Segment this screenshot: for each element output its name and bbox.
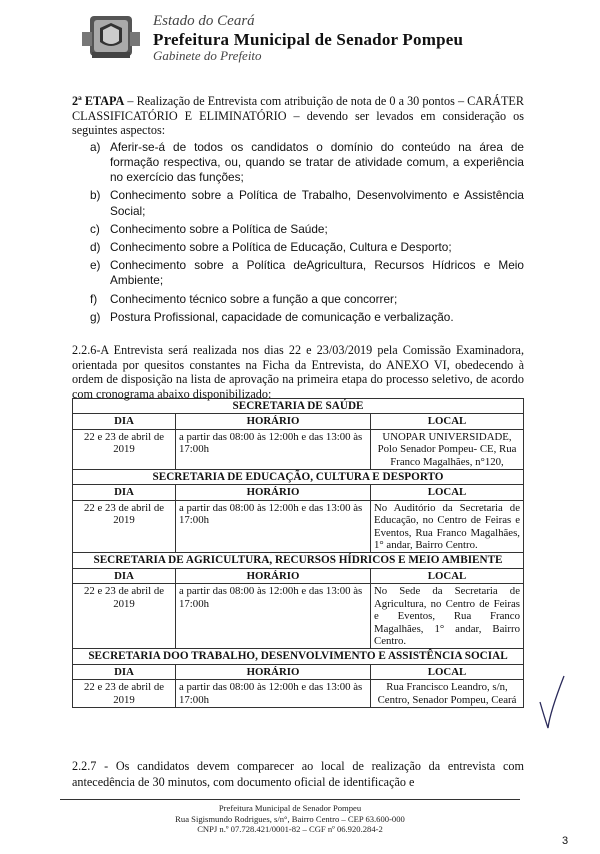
- table-row: [73, 680, 524, 708]
- section-title-saude: SECRETARIA DE SAÚDE: [73, 399, 524, 414]
- list-letter: b): [90, 188, 101, 203]
- col-header-dia: DIA: [73, 568, 176, 583]
- list-item: [72, 258, 524, 288]
- table-header-row: [73, 414, 524, 429]
- footer-line-3: CNPJ n.º 07.728.421/0001-82 – CGF nº 06.920.284-2: [197, 824, 383, 835]
- etapa-paragraph: [72, 94, 524, 138]
- col-header-dia: DIA: [73, 485, 176, 500]
- document-body: [72, 94, 524, 401]
- cell-local: Rua Francisco Leandro, s/n, Centro, Senador Pompeu, Ceará: [371, 680, 524, 708]
- section-title-trabalho: SECRETARIA DOO TRABALHO, DESENVOLVIMENTO E ASSISTÊNCIA SOCIAL: [73, 649, 524, 664]
- col-header-local: LOCAL: [371, 664, 524, 679]
- list-letter: a): [90, 139, 101, 154]
- cell-horario: a partir das 08:00 às 12:00h e das 13:00 às 17:00h: [176, 680, 371, 708]
- col-header-local: LOCAL: [371, 568, 524, 583]
- prefeitura-name: Prefeitura Municipal de Senador Pompeu: [153, 30, 464, 49]
- col-header-horario: HORÁRIO: [176, 568, 371, 583]
- cell-local: No Sede da Secretaria de Agricultura, no Centro de Feiras e Eventos, Rua Franco Magalhães, 1° andar, Bairro Centro.: [371, 584, 524, 649]
- page-number: 3: [562, 835, 569, 847]
- paragraph-2-2-6: 2.2.6-A Entrevista será realizada nos dias 22 e 23/03/2019 pela Comissão Examinadora, orientada por quesitos constantes na Ficha da Entrevista, do ANEXO VI, obedecendo à ordem de disposição na lista de aprovação na primeira etapa do processo seletivo, de acordo com cronograma abaixo disponibilizado:: [72, 343, 524, 401]
- list-letter: f): [90, 291, 98, 306]
- col-header-dia: DIA: [73, 414, 176, 429]
- footer-line-2: Rua Sigismundo Rodrigues, s/n°, Bairro Centro – CEP 63.600-000: [175, 813, 405, 824]
- col-header-local: LOCAL: [371, 414, 524, 429]
- list-letter: d): [90, 240, 101, 254]
- list-item: [72, 188, 524, 218]
- section-title-agricultura: SECRETARIA DE AGRICULTURA, RECURSOS HÍDRICOS E MEIO AMBIENTE: [73, 553, 524, 568]
- table-row: [73, 500, 524, 553]
- municipal-seal-icon: [82, 12, 140, 60]
- letterhead: [82, 12, 522, 62]
- list-text: Conhecimento sobre a Política deAgricultura, Recursos Hídricos e Meio Ambiente;: [110, 258, 524, 288]
- table-row: [73, 584, 524, 649]
- gabinete-name: Gabinete do Prefeito: [153, 48, 262, 63]
- table-header-row: [73, 664, 524, 679]
- list-text: Conhecimento sobre a Política de Educação, Cultura e Desporto;: [110, 240, 452, 254]
- section-title-educacao: SECRETARIA DE EDUCAÇÃO, CULTURA E DESPORTO: [73, 470, 524, 485]
- list-item: [72, 292, 524, 307]
- table-header-row: [73, 568, 524, 583]
- col-header-local: LOCAL: [371, 485, 524, 500]
- list-text: Aferir-se-á de todos os candidatos o domínio do conteúdo na área de formação respectiva, ou, quando se tratar de atividade comum, a experiência no exercício das funções;: [110, 139, 524, 185]
- col-header-horario: HORÁRIO: [176, 414, 371, 429]
- cell-horario: a partir das 08:00 às 12:00h e das 13:00 às 17:00h: [176, 429, 371, 469]
- list-text: Conhecimento sobre a Política de Saúde;: [110, 221, 328, 236]
- list-letter: c): [90, 221, 100, 236]
- etapa-text: – Realização de Entrevista com atribuição de nota de 0 a 30 pontos – CARÁTER CLASSIFICATÓRIO E ELIMINATÓRIO – devendo ser levados em consideração os seguintes aspectos:: [72, 94, 525, 138]
- footer: [60, 803, 520, 835]
- list-text: Conhecimento técnico sobre a função a que concorrer;: [110, 291, 398, 306]
- list-item: [72, 310, 524, 325]
- list-item: [72, 140, 524, 186]
- table-header-row: [73, 485, 524, 500]
- cell-dia: 22 e 23 de abril de 2019: [73, 680, 176, 708]
- cell-local: No Auditório da Secretaria de Educação, no Centro de Feiras e Eventos, Rua Franco Magalhães, 1° andar, Bairro Centro.: [371, 500, 524, 553]
- footer-line-1: Prefeitura Municipal de Senador Pompeu: [218, 803, 362, 813]
- list-letter: g): [90, 309, 101, 324]
- list-text: Postura Profissional, capacidade de comunicação e verbalização.: [110, 309, 454, 324]
- list-text: Conhecimento sobre a Política de Trabalho, Desenvolvimento e Assistência Social;: [110, 188, 524, 218]
- cell-horario: a partir das 08:00 às 12:00h e das 13:00 às 17:00h: [176, 584, 371, 649]
- cell-dia: 22 e 23 de abril de 2019: [73, 429, 176, 469]
- col-header-horario: HORÁRIO: [176, 664, 371, 679]
- table-row: [73, 429, 524, 469]
- cell-dia: 22 e 23 de abril de 2019: [73, 584, 176, 649]
- col-header-dia: DIA: [73, 664, 176, 679]
- handwritten-check-mark: [530, 672, 570, 732]
- etapa-label: 2ª ETAPA: [72, 94, 125, 108]
- footer-divider: [60, 799, 520, 800]
- cell-horario: a partir das 08:00 às 12:00h e das 13:00 às 17:00h: [176, 500, 371, 553]
- state-name: Estado do Ceará: [153, 13, 255, 29]
- interview-schedule-table: [72, 398, 524, 708]
- cell-local: UNOPAR UNIVERSIDADE, Polo Senador Pompeu- CE, Rua Franco Magalhães, n°120,: [371, 429, 524, 469]
- list-letter: e): [90, 258, 101, 273]
- aspects-list: [72, 140, 524, 325]
- paragraph-2-2-7: 2.2.7 - Os candidatos devem comparecer ao local de realização da entrevista com antecedência de 30 minutos, com documento oficial de identificação e: [72, 759, 524, 790]
- cell-dia: 22 e 23 de abril de 2019: [73, 500, 176, 553]
- list-item: [72, 240, 524, 255]
- list-item: [72, 222, 524, 237]
- col-header-horario: HORÁRIO: [176, 485, 371, 500]
